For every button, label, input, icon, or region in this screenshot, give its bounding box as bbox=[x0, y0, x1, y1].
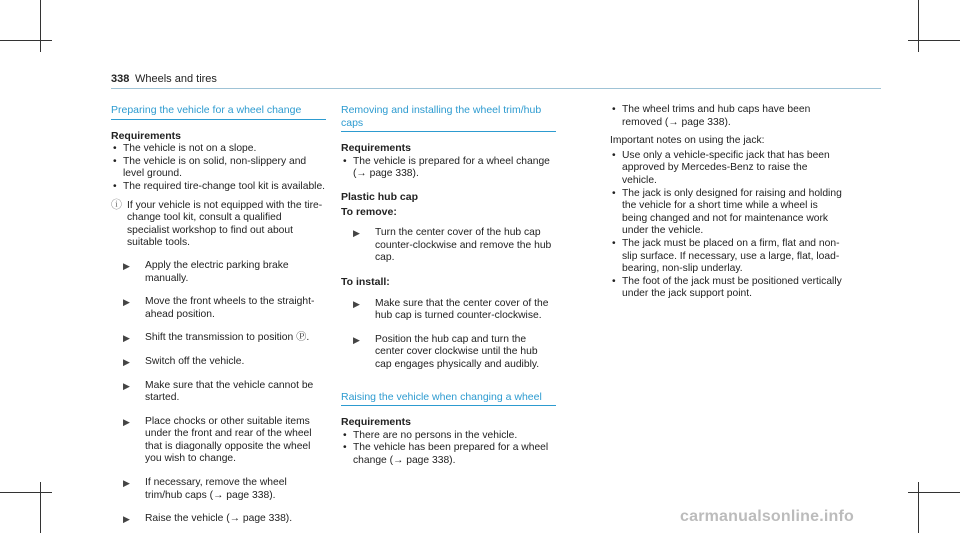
list-item: • The vehicle is on solid, non-slippery and level ground. bbox=[111, 156, 326, 181]
step: ▶ If necessary, remove the wheel trim/hub caps (→ page 338). bbox=[123, 477, 287, 501]
requirements-heading: Requirements bbox=[111, 129, 182, 142]
arrow-icon: ▶ bbox=[123, 333, 130, 344]
column-1 bbox=[111, 104, 326, 537]
header-rule bbox=[111, 88, 881, 89]
crop-mark bbox=[0, 492, 52, 493]
subheading: To remove: bbox=[341, 205, 397, 218]
step: ▶ Make sure that the center cover of the hub cap is turned counter-clockwise. bbox=[353, 297, 549, 322]
list-item[interactable]: • The vehicle has been prepared for a wheel change (→ page 338). bbox=[341, 442, 556, 467]
watermark: carmanualsonline.info bbox=[680, 508, 855, 525]
section-title: Removing and installing the wheel trim/hub caps bbox=[341, 104, 556, 132]
note bbox=[111, 200, 326, 250]
step: ▶ Shift the transmission to position Ⓟ. bbox=[123, 332, 310, 344]
step: ▶ Place chocks or other suitable items under the front and rear of the wheel that is diagonally opposite the wheel you wish to change. bbox=[123, 415, 312, 465]
info-icon: ⓘ bbox=[111, 198, 122, 211]
list-item: • The jack is only designed for raising and holding the vehicle for a short time while a wheel is being changed and not for maintenance work under the vehicle. bbox=[610, 188, 845, 238]
column-3 bbox=[610, 104, 845, 301]
requirements-list bbox=[111, 143, 326, 193]
arrow-icon: ▶ bbox=[123, 297, 130, 308]
subheading: To install: bbox=[341, 275, 390, 288]
arrow-icon: ▶ bbox=[123, 416, 130, 427]
requirements-list bbox=[341, 156, 556, 181]
step: ▶ Apply the electric parking brake manually. bbox=[123, 259, 289, 284]
requirements-list bbox=[610, 104, 845, 129]
step: ▶ Make sure that the vehicle cannot be started. bbox=[123, 379, 314, 404]
page-number: 338 bbox=[111, 73, 130, 85]
step: ▶ Switch off the vehicle. bbox=[123, 355, 245, 367]
list-item[interactable]: • The wheel trims and hub caps have been removed (→ page 338). bbox=[610, 104, 845, 129]
arrow-icon: ▶ bbox=[123, 260, 130, 271]
arrow-icon: ▶ bbox=[123, 356, 130, 367]
note-text: If your vehicle is not equipped with the tire-change tool kit, consult a qualified specialist workshop to find out about suitable tools. bbox=[127, 199, 323, 249]
list-item: • The vehicle is not on a slope. bbox=[111, 143, 326, 156]
requirements-list bbox=[341, 430, 556, 468]
requirements-heading: Requirements bbox=[341, 142, 412, 155]
crop-mark bbox=[908, 40, 960, 41]
crop-mark bbox=[40, 482, 41, 533]
step: ▶ Raise the vehicle (→ page 338). bbox=[123, 513, 293, 525]
notes-heading: Important notes on using the jack: bbox=[610, 135, 765, 147]
crop-mark bbox=[918, 482, 919, 533]
arrow-icon: ▶ bbox=[353, 298, 360, 309]
column-2 bbox=[341, 104, 556, 467]
list-item: • There are no persons in the vehicle. bbox=[341, 430, 556, 443]
step: ▶ Position the hub cap and turn the center cover clockwise until the hub cap engages physically and audibly. bbox=[353, 333, 540, 370]
list-item: • The foot of the jack must be positioned vertically under the jack support point. bbox=[610, 276, 845, 301]
crop-mark bbox=[40, 0, 41, 52]
list-item: • Use only a vehicle-specific jack that has been approved by Mercedes-Benz to raise the vehicle. bbox=[610, 150, 845, 188]
section-title: Preparing the vehicle for a wheel change bbox=[111, 104, 326, 120]
requirements-heading: Requirements bbox=[341, 416, 412, 429]
subheading: Plastic hub cap bbox=[341, 190, 419, 203]
page-header-title: Wheels and tires bbox=[135, 73, 217, 85]
step: ▶ Turn the center cover of the hub cap counter-clockwise and remove the hub cap. bbox=[353, 227, 552, 264]
arrow-icon: ▶ bbox=[353, 334, 360, 345]
crop-mark bbox=[0, 40, 52, 41]
crop-mark bbox=[918, 0, 919, 52]
arrow-icon: ▶ bbox=[123, 514, 130, 525]
arrow-icon: ▶ bbox=[353, 228, 360, 239]
list-item: • The required tire-change tool kit is available. bbox=[111, 181, 326, 194]
section-title: Raising the vehicle when changing a wheel bbox=[341, 391, 556, 407]
list-item[interactable]: • The vehicle is prepared for a wheel change (→ page 338). bbox=[341, 156, 556, 181]
crop-mark bbox=[908, 492, 960, 493]
notes-list bbox=[610, 150, 845, 301]
list-item: • The jack must be placed on a firm, flat and non-slip surface. If necessary, use a large, flat, load-bearing, non-slip underlay. bbox=[610, 238, 845, 276]
arrow-icon: ▶ bbox=[123, 380, 130, 391]
step: ▶ Move the front wheels to the straight-ahead position. bbox=[123, 296, 315, 320]
arrow-icon: ▶ bbox=[123, 478, 130, 489]
